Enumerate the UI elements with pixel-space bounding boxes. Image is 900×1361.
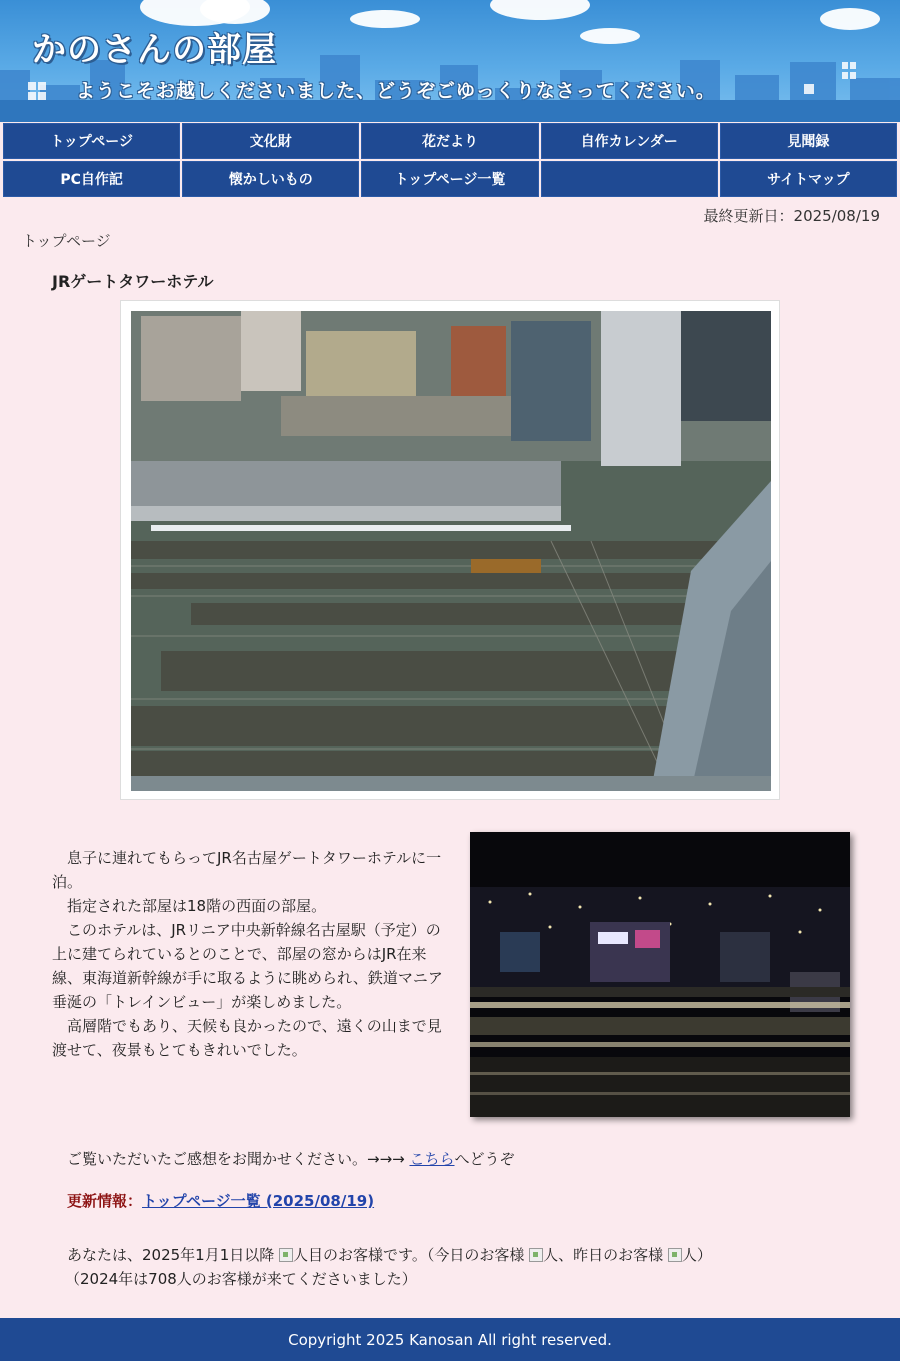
article-paragraph: 高層階でもあり、天候も良かったので、遠くの山まで見渡せて、夜景もとてもきれいでした。 [52, 1017, 442, 1059]
visitor-counter [67, 1243, 712, 1291]
nav-item-nostalgic[interactable]: 懐かしいもの [182, 161, 359, 197]
feedback-line [67, 1148, 515, 1169]
page-title: JRゲートタワーホテル [52, 272, 214, 291]
counter-text: 人目のお客様です。（今日のお客様 [293, 1246, 530, 1264]
main-nav [3, 123, 897, 197]
counter-text: 人） [681, 1246, 712, 1264]
nav-item-travelogue[interactable]: 見聞録 [720, 123, 897, 159]
counter-image-icon [279, 1248, 293, 1262]
update-info [67, 1190, 374, 1211]
counter-text: 人、昨日のお客様 [543, 1246, 668, 1264]
site-subtitle: ようこそお越しくださいました、どうぞごゆっくりなさってください。 [76, 80, 716, 102]
counter-text: あなたは、2025年1月1日以降 [67, 1246, 280, 1264]
update-info-label: 更新情報： [67, 1192, 143, 1210]
station-photo-frame [120, 300, 780, 800]
counter-image-icon [668, 1248, 682, 1262]
night-view-photo [470, 832, 850, 1117]
copyright-text: Copyright 2025 Kanosan All right reserved. [288, 1330, 612, 1349]
feedback-prefix: ご覧いただいたご感想をお聞かせください。→→→ [67, 1150, 410, 1168]
article-body [52, 846, 452, 1062]
nav-item-flower-news[interactable]: 花だより [361, 123, 538, 159]
station-view-photo [131, 311, 771, 791]
breadcrumb: トップページ [22, 232, 111, 250]
nav-item-empty [541, 161, 718, 197]
feedback-suffix: へどうぞ [454, 1150, 515, 1168]
article-paragraph: 息子に連れてもらってJR名古屋ゲートタワーホテルに一泊。 [52, 849, 442, 891]
nav-item-handmade-calendar[interactable]: 自作カレンダー [541, 123, 718, 159]
nav-item-sitemap[interactable]: サイトマップ [720, 161, 897, 197]
site-footer [0, 1318, 900, 1361]
last-updated-date: 最終更新日：2025/08/19 [703, 207, 880, 225]
site-header [0, 0, 900, 122]
site-title: かのさんの部屋 [32, 30, 277, 70]
counter-previous-year: （2024年は708人のお客様が来てくださいました） [65, 1270, 417, 1288]
nav-item-top-page[interactable]: トップページ [3, 123, 180, 159]
update-info-link[interactable]: トップページ一覧 (2025/08/19) [142, 1192, 375, 1210]
nav-item-cultural-assets[interactable]: 文化財 [182, 123, 359, 159]
feedback-link[interactable]: こちら [409, 1150, 455, 1168]
nav-item-pc-build[interactable]: PC自作記 [3, 161, 180, 197]
counter-image-icon [529, 1248, 543, 1262]
article-paragraph: 指定された部屋は18階の西面の部屋。 [67, 897, 327, 915]
nav-item-top-page-list[interactable]: トップページ一覧 [361, 161, 538, 197]
article-paragraph: このホテルは、JRリニア中央新幹線名古屋駅（予定）の上に建てられているとのことで、部屋の窓からはJR在来線、東海道新幹線が手に取るように眺められ、鉄道マニア垂涎の「トレインビュー」が楽しめました。 [52, 921, 443, 1011]
